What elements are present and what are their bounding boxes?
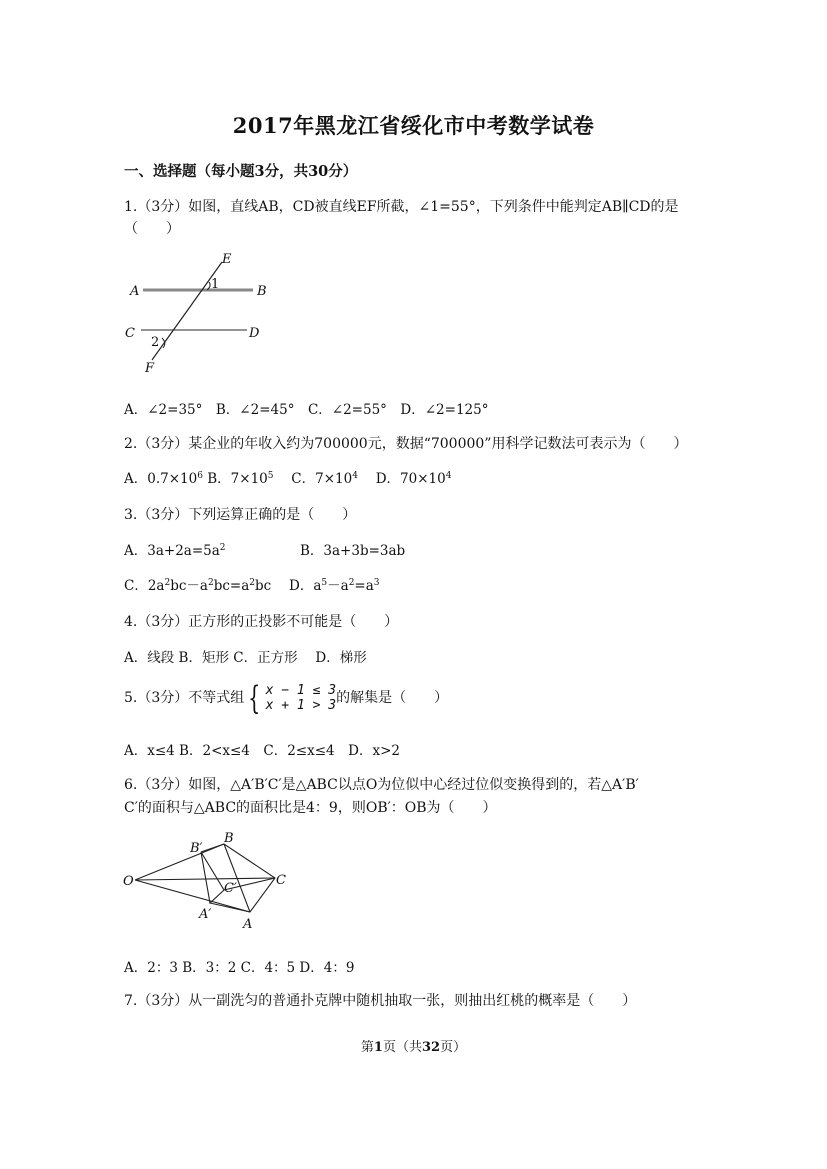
q2-opt-d: D．70×10 (375, 471, 446, 487)
label-o: O (123, 874, 134, 889)
q3-opt-d: D．$a^5-a^2=a^3$ (289, 578, 380, 594)
label-angle-1: 1 (211, 277, 220, 292)
label-a: A (130, 284, 140, 299)
page-number: 1 (373, 1040, 383, 1055)
label-b: B (257, 284, 267, 299)
ray-a-seg (210, 903, 250, 912)
page-footer: 第1页（共32页） (360, 1040, 467, 1055)
q3-opt-c: C．$2a^2bc-a^2bc=a^2bc$ (124, 578, 272, 594)
q6-options: A．2：3 B．3：2 C．4：5 D．4：9 (124, 960, 355, 976)
triangle-a1b1c1 (201, 852, 224, 903)
q1-stem: 1.（3分）如图，直线AB，CD被直线EF所截，∠1=55°，下列条件中能判定AB∥CD的是 (124, 199, 679, 215)
q2-opt-b: B．7×10 (207, 471, 268, 487)
q1-options: A．∠2=35° B．∠2=45° C．∠2=55° D．∠2=125° (124, 402, 489, 418)
q5-stem: 5.（3分）不等式组 { x − 1 ≤ 3 x + 1 > 3的解集是（ ） (124, 679, 449, 717)
q4-options: A．线段 B．矩形 C．正方形 D．梯形 (124, 650, 367, 666)
q2-stem: 2.（3分）某企业的年收入约为700000元，数据“700000”用科学记数法可表示为（ ） (124, 436, 688, 452)
ray-oc (135, 878, 275, 880)
q4-stem: 4.（3分）正方形的正投影不可能是（ ） (124, 614, 399, 630)
angle-2-arc (162, 338, 165, 348)
q3-stem: 3.（3分）下列运算正确的是（ ） (124, 507, 357, 523)
label-c: C (125, 326, 135, 341)
q1-figure (115, 248, 275, 378)
q6-figure (120, 830, 295, 930)
label-b-prime: B′ (190, 841, 203, 856)
label-d: D (249, 326, 260, 341)
q7-stem: 7.（3分）从一副洗匀的普通扑克牌中随机抽取一张，则抽出红桃的概率是（ ） (124, 993, 637, 1009)
label-a: A (243, 917, 253, 930)
label-a-prime: A′ (199, 907, 212, 922)
page-title: 2017年黑龙江省绥化市中考数学试卷 (232, 113, 595, 138)
q5-inequality-system: x − 1 ≤ 3 x + 1 > 3 (265, 683, 337, 713)
label-b: B (224, 831, 234, 846)
q6-stem-line2: C′的面积与△ABC的面积比是4：9，则OB′：OB为（ ） (124, 800, 497, 816)
page-total: 32 (421, 1040, 441, 1055)
label-angle-2: 2 (151, 335, 160, 350)
q2-options: A．$0.7\times 10^6$ B．$7\times 10^5$ C．$7\times 10^4$ D．$70\times 10^4$ (124, 471, 452, 487)
label-c-prime: C′ (224, 881, 237, 896)
label-c: C (276, 873, 286, 888)
label-e: E (222, 252, 232, 267)
q1-stem-paren: （ ） (124, 221, 180, 237)
q3-opt-cd (124, 574, 380, 594)
label-f: F (145, 361, 155, 376)
q3-opt-b: B．3a+3b=3ab (300, 543, 406, 559)
q2-opt-a: A．0.7×10 (124, 471, 198, 487)
q5-brace: { (248, 679, 261, 717)
q2-opt-c: C．7×10 (291, 471, 353, 487)
q5-options: A．x≤4 B．2<x≤4 C．2≤x≤4 D．x>2 (124, 743, 400, 759)
q3-opt-a: A．$3a+2a=5a^2$ (124, 543, 226, 559)
ray-b-seg (201, 844, 224, 852)
section-heading: 一、选择题（每小题3分，共30分） (124, 163, 358, 180)
q6-stem: 6.（3分）如图，△A′B′C′是△ABC以点O为位似中心经过位似变换得到的，若△A′B′ (124, 777, 639, 793)
